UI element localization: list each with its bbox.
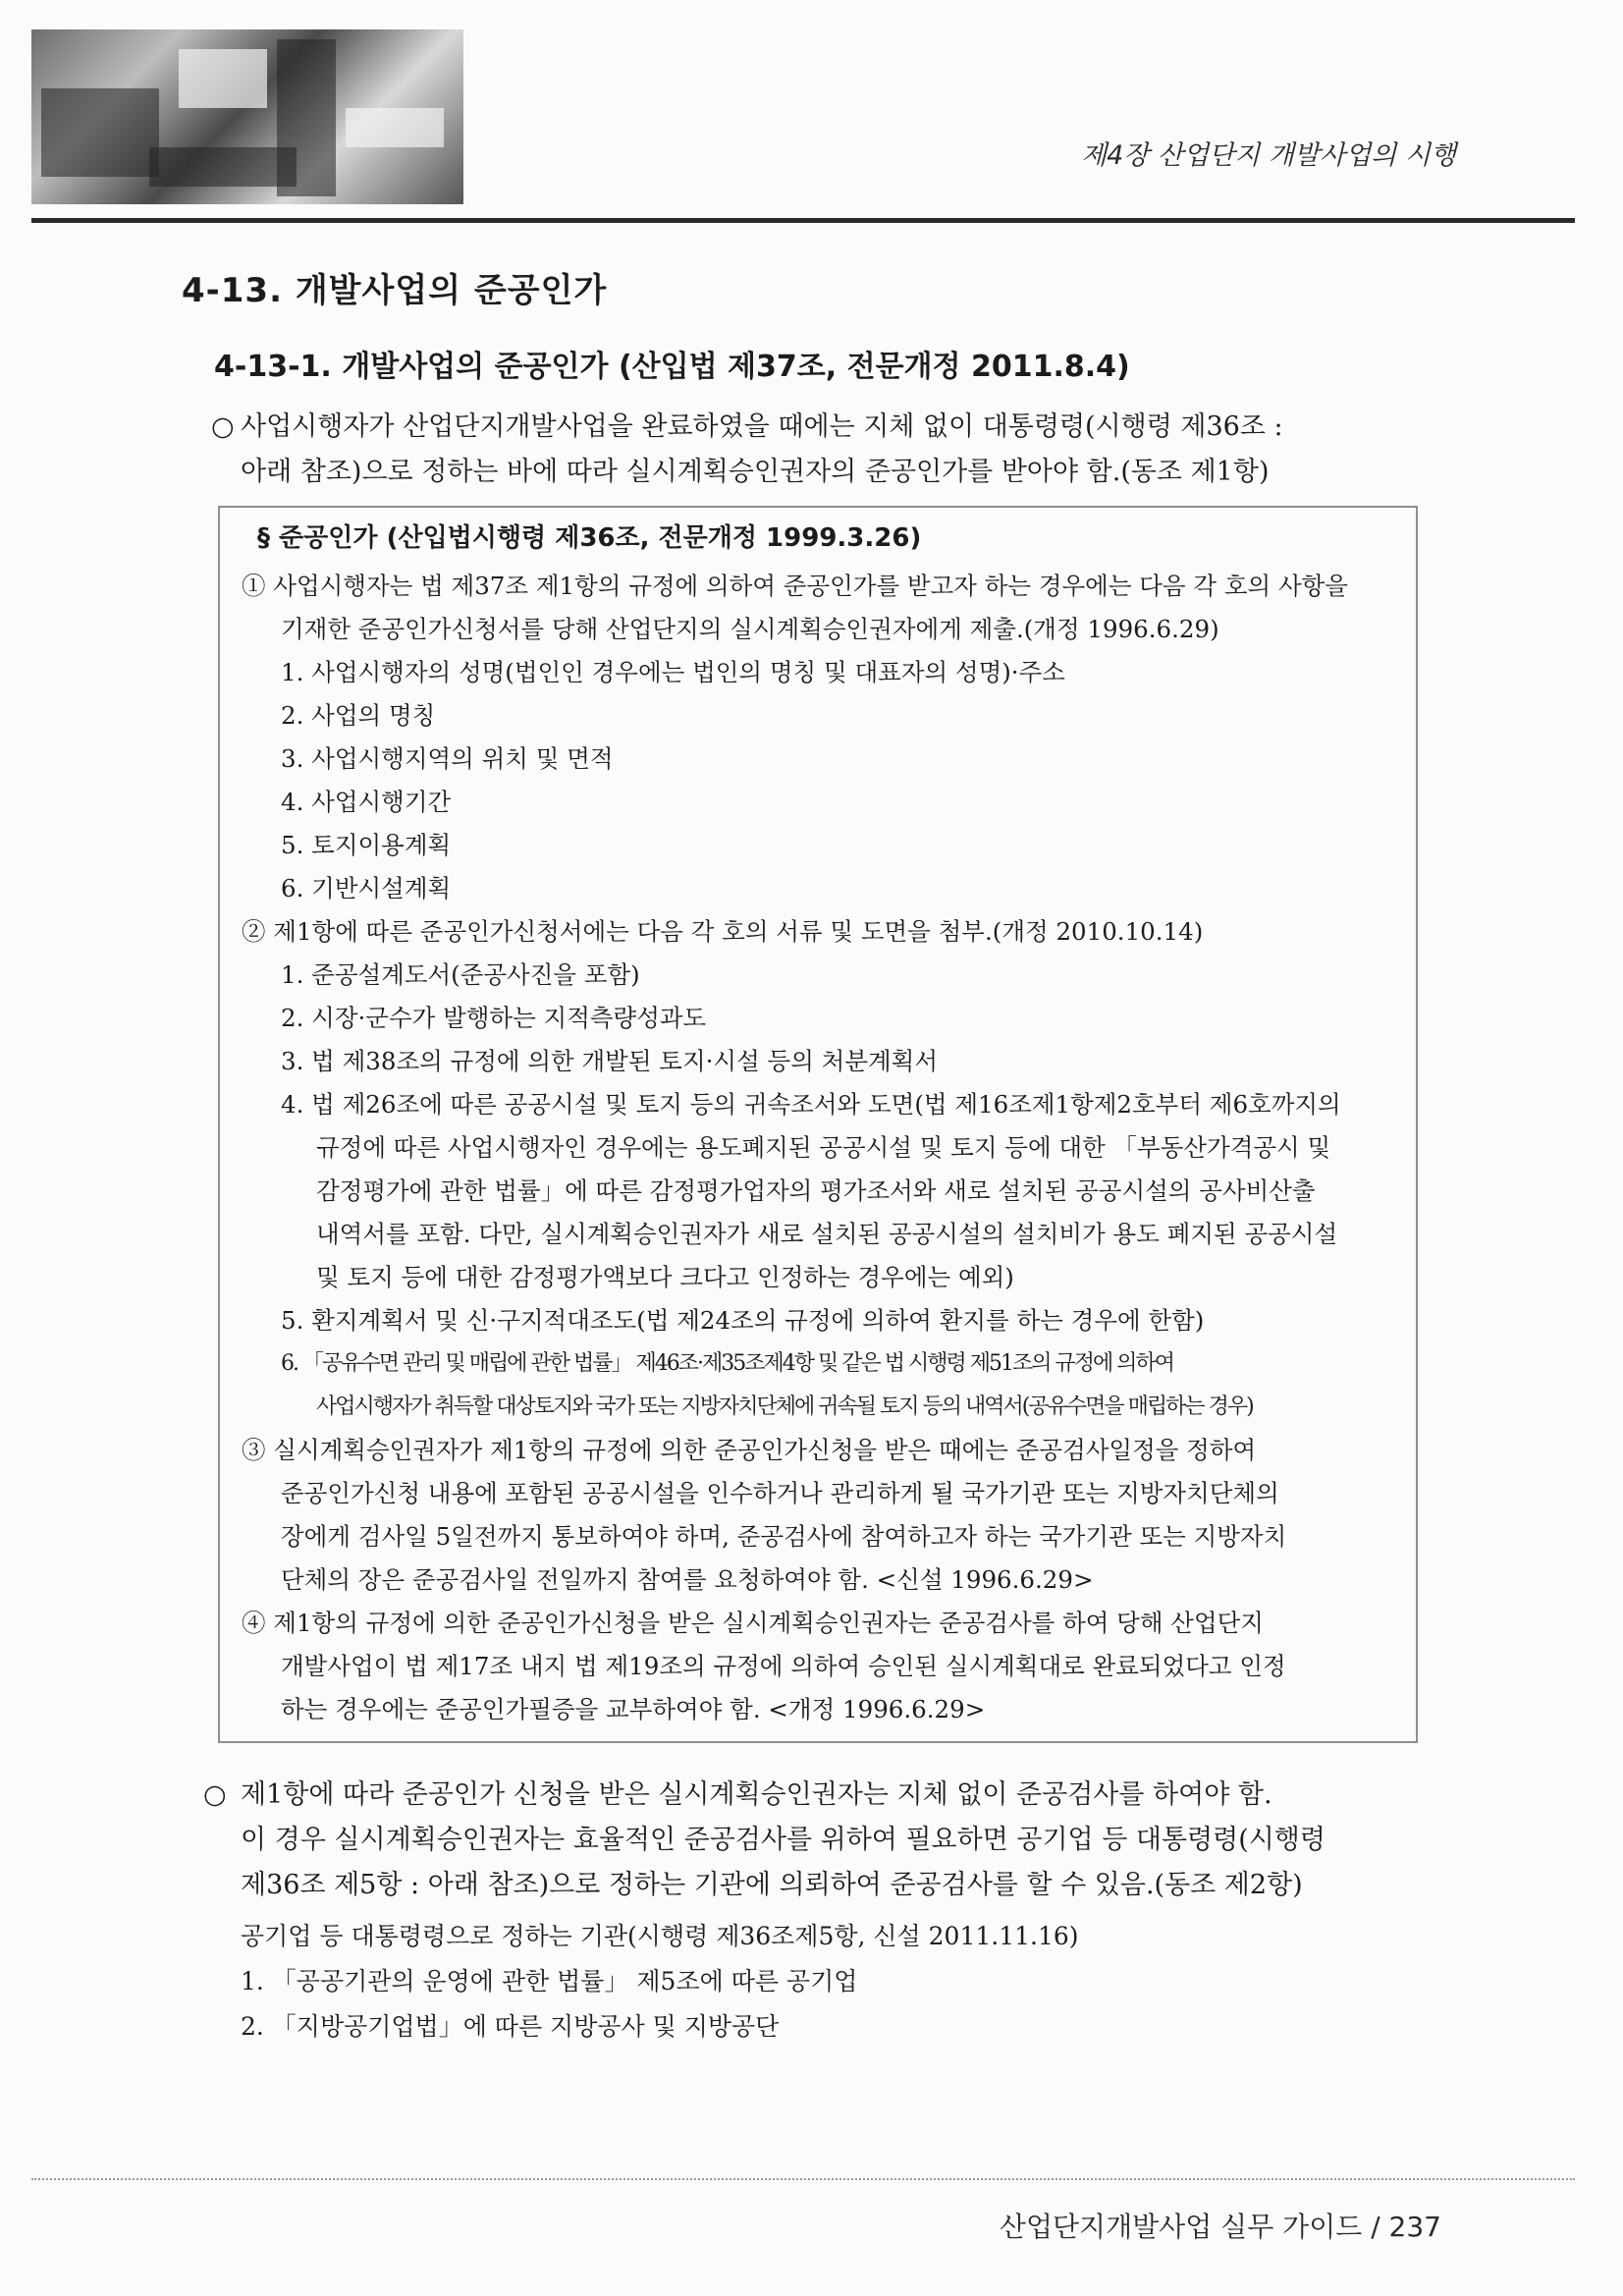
clause-line: ③ 실시계획승인권자가 제1항의 규정에 의한 준공인가신청을 받은 때에는 준공검사일정을 정하여 <box>242 1436 1257 1464</box>
clause-line: ① 사업시행자는 법 제37조 제1항의 규정에 의하여 준공인가를 받고자 하는 경우에는 다음 각 호의 사항을 <box>242 572 1348 600</box>
list-item: 2. 「지방공기업법」에 따른 지방공사 및 지방공단 <box>241 2012 780 2041</box>
box-heading: § 준공인가 (산입법시행령 제36조, 전문개정 1999.3.26) <box>257 523 922 553</box>
list-item: 4. 법 제26조에 따른 공공시설 및 토지 등의 귀속조서와 도면(법 제16조제1항제2호부터 제6호까지의 <box>281 1090 1341 1119</box>
paragraph-line: 아래 참조)으로 정하는 바에 따라 실시계획승인권자의 준공인가를 받아야 함.(동조 제1항) <box>241 457 1270 487</box>
list-item-continuation: 내역서를 포함. 다만, 실시계획승인권자가 새로 설치된 공공시설의 설치비가 용도 폐지된 공공시설 <box>316 1220 1338 1248</box>
list-item: 5. 토지이용계획 <box>281 831 452 859</box>
list-item: 3. 사업시행지역의 위치 및 면적 <box>281 744 614 773</box>
list-item: 1. 준공설계도서(준공사진을 포함) <box>281 960 640 989</box>
clause-line: 하는 경우에는 준공인가필증을 교부하여야 함. <개정 1996.6.29> <box>281 1695 986 1723</box>
clause-line: 기재한 준공인가신청서를 당해 산업단지의 실시계획승인권자에게 제출.(개정 1996.6.29) <box>281 615 1219 643</box>
regulation-box <box>218 506 1418 1743</box>
clause-line: 개발사업이 법 제17조 내지 법 제19조의 규정에 의하여 승인된 실시계획대로 완료되었다고 인정 <box>281 1652 1286 1680</box>
header-divider <box>31 218 1575 223</box>
footer-divider <box>31 2178 1575 2180</box>
paragraph-line: 사업시행자가 산업단지개발사업을 완료하였을 때에는 지체 없이 대통령령(시행령 제36조 : <box>241 411 1283 442</box>
list-item: 2. 시장·군수가 발행하는 지적측량성과도 <box>281 1004 707 1032</box>
list-item-continuation: 규정에 따른 사업시행자인 경우에는 용도폐지된 공공시설 및 토지 등에 대한 「부동산가격공시 및 <box>316 1133 1331 1162</box>
clause-line: 단체의 장은 준공검사일 전일까지 참여를 요청하여야 함. <신설 1996.6.29> <box>281 1565 1094 1594</box>
list-item: 4. 사업시행기간 <box>281 788 452 816</box>
paragraph-1 <box>211 405 1283 495</box>
page-footer: 산업단지개발사업 실무 가이드 / 237 <box>999 2211 1441 2243</box>
list-item-continuation: 감정평가에 관한 법률」에 따른 감정평가업자의 평가조서와 새로 설치된 공공시설의 공사비산출 <box>316 1176 1316 1205</box>
list-item: 1. 사업시행자의 성명(법인인 경우에는 법인의 명칭 및 대표자의 성명)·주소 <box>281 658 1065 686</box>
bullet-marker: ○ <box>203 1779 227 1810</box>
list-item: 2. 사업의 명칭 <box>281 701 436 730</box>
clause-line: 장에게 검사일 5일전까지 통보하여야 하며, 준공검사에 참여하고자 하는 국가기관 또는 지방자치 <box>281 1522 1287 1551</box>
list-item: 1. 「공공기관의 운영에 관한 법률」 제5조에 따른 공기업 <box>241 1967 858 1995</box>
agency-list-heading: 공기업 등 대통령령으로 정하는 기관(시행령 제36조제5항, 신설 2011.11.16) <box>241 1922 1079 1950</box>
list-item: 5. 환지계획서 및 신·구지적대조도(법 제24조의 규정에 의하여 환지를 하는 경우에 한함) <box>281 1306 1205 1335</box>
list-item-continuation: 및 토지 등에 대한 감정평가액보다 크다고 인정하는 경우에는 예외) <box>316 1263 1014 1291</box>
paragraph-line: 이 경우 실시계획승인권자는 효율적인 준공검사를 위하여 필요하면 공기업 등 대통령령(시행령 <box>241 1825 1325 1855</box>
clause-line: ② 제1항에 따른 준공인가신청서에는 다음 각 호의 서류 및 도면을 첨부.(개정 2010.10.14) <box>242 917 1204 946</box>
chapter-title: 제4장 산업단지 개발사업의 시행 <box>1081 140 1456 171</box>
paragraph-line: 제1항에 따라 준공인가 신청을 받은 실시계획승인권자는 지체 없이 준공검사를 하여야 함. <box>241 1779 1272 1810</box>
paragraph-line: 제36조 제5항 : 아래 참조)으로 정하는 기관에 의뢰하여 준공검사를 할 수 있음.(동조 제2항) <box>241 1870 1303 1900</box>
header-photo <box>31 29 463 204</box>
bullet-marker: ○ <box>211 411 235 442</box>
list-item: 3. 법 제38조의 규정에 의한 개발된 토지·시설 등의 처분계획서 <box>281 1047 938 1075</box>
list-item-continuation: 사업시행자가 취득할 대상토지와 국가 또는 지방자치단체에 귀속될 토지 등의 내역서(공유수면을 매립하는 경우) <box>316 1394 1253 1419</box>
section-title: 4-13. 개발사업의 준공인가 <box>182 271 608 310</box>
clause-line: ④ 제1항의 규정에 의한 준공인가신청을 받은 실시계획승인권자는 준공검사를 하여 당해 산업단지 <box>242 1609 1264 1637</box>
subsection-title: 4-13-1. 개발사업의 준공인가 (산입법 제37조, 전문개정 2011.8.4) <box>214 350 1130 384</box>
clause-line: 준공인가신청 내용에 포함된 공공시설을 인수하거나 관리하게 될 국가기관 또는 지방자치단체의 <box>281 1479 1279 1507</box>
paragraph-2 <box>203 1773 1325 1908</box>
list-item: 6. 기반시설계획 <box>281 874 452 902</box>
list-item: 6. 「공유수면 관리 및 매립에 관한 법률」 제46조·제35조제4항 및 같은 법 시행령 제51조의 규정에 의하여 <box>281 1351 1173 1376</box>
